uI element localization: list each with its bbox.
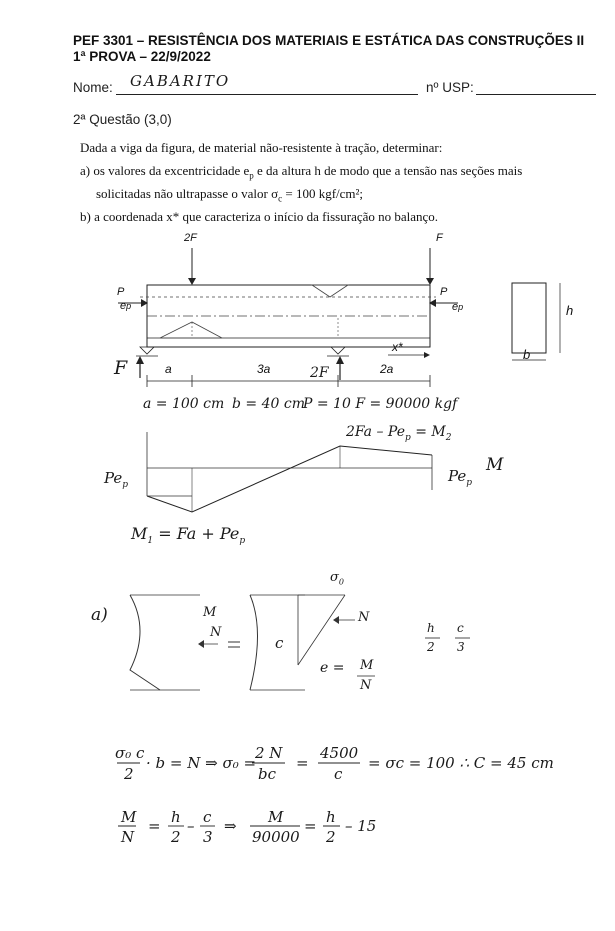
label-2F-support: 2F <box>310 365 329 381</box>
name-value: GABARITO <box>130 72 231 90</box>
c-over-3-num: c <box>457 621 464 635</box>
question-intro: Dada a viga da figura, de material não-resistente à tração, determinar: <box>80 140 443 155</box>
stress-block-diag <box>298 595 345 665</box>
sketch-N-arrow: N <box>358 610 370 625</box>
e-N: N <box>360 678 372 693</box>
eq1-tail: = σc = 100 ∴ C = 45 cm <box>368 754 554 772</box>
sketch-M: M <box>203 605 217 620</box>
h-over-2-den: 2 <box>427 640 435 654</box>
support-left <box>140 347 154 354</box>
c-over-3-den: 3 <box>457 640 465 654</box>
moment-pe-left: $Pe_p$ <box>104 469 129 490</box>
e-M: M <box>360 658 374 673</box>
eq1-num: σ₀ c <box>115 744 145 762</box>
eq2-c-den: 3 <box>203 828 213 846</box>
label-P-right: P <box>440 286 448 298</box>
label-F-top: F <box>436 232 443 244</box>
moment-M1-label: $M_1 = Fa + Pe_p$ <box>131 524 246 547</box>
label-P-left: P <box>117 286 125 298</box>
item-a-text3: solicitadas não ultrapasse o valor σ <box>96 186 279 201</box>
sketch-N: N <box>210 625 222 640</box>
eq2-minus: – <box>187 817 195 835</box>
eq2-d-den: 90000 <box>252 828 300 846</box>
eq2-a-num: M <box>121 808 137 826</box>
moment-M-label: M <box>486 455 504 475</box>
h-over-2-num: h <box>427 621 435 635</box>
exam-title: 1ª PROVA – 22/9/2022 <box>73 49 211 64</box>
name-label: Nome: <box>73 80 113 95</box>
label-x-star: x* <box>392 340 403 354</box>
item-a-text1: a) os valores da excentricidade e <box>80 163 250 178</box>
fissure-triangle-top <box>312 285 348 297</box>
eq2-eq2: = <box>304 817 317 835</box>
sketch-c: c <box>275 634 284 652</box>
part-a-label: a) <box>91 605 108 625</box>
support-right <box>331 347 345 354</box>
item-a-sub2: c <box>278 193 283 204</box>
data-b: b = 40 cm <box>232 396 305 412</box>
question-title: 2ª Questão (3,0) <box>73 112 172 127</box>
label-section-b: b <box>523 347 531 362</box>
label-2F-top: 2F <box>184 232 197 244</box>
eq1-f2-den: c <box>334 765 343 783</box>
eq2-a-den: N <box>121 828 135 846</box>
item-a-text4: = 100 kgf/cm²; <box>282 186 364 201</box>
section-sketch-1 <box>130 595 160 690</box>
eq2-tail: – 15 <box>345 817 377 835</box>
eq2-b-den: 2 <box>171 828 181 846</box>
data-P: P = 10 F = 90000 kgf <box>303 396 458 412</box>
moment-M2-label: $2Fa - Pe_p = M_2$ <box>346 424 452 443</box>
eq1-eq: = <box>296 754 309 772</box>
moment-curve <box>147 446 432 512</box>
usp-label: nº USP: <box>426 80 474 95</box>
stress-sigma0: $\sigma_0$ <box>330 570 344 587</box>
eq1-f1-num: 2 N <box>255 744 283 762</box>
label-section-h: h <box>566 303 574 318</box>
eq1-den: 2 <box>124 765 134 783</box>
label-span-3a: 3a <box>257 362 271 376</box>
e-eq: e = <box>320 660 345 676</box>
eq1-f1-den: bc <box>258 765 277 783</box>
label-e-left: ep <box>120 300 132 312</box>
section-sketch-2 <box>250 595 258 690</box>
label-e-right: ep <box>452 301 464 313</box>
fissure-triangle-left <box>160 322 222 338</box>
eq2-eq: = <box>148 817 161 835</box>
item-a-sub: p <box>249 170 254 181</box>
item-a-text2: e da altura h de modo que a tensão nas seções mais <box>253 163 523 178</box>
data-a: a = 100 cm <box>143 396 225 412</box>
eq2-d-num: M <box>268 808 284 826</box>
eq2-arrow: ⇒ <box>224 817 237 835</box>
item-b: b) a coordenada x* que caracteriza o início da fissuração no balanço. <box>80 209 439 224</box>
course-title: PEF 3301 – RESISTÊNCIA DOS MATERIAIS E ESTÁTICA DAS CONSTRUÇÕES II <box>73 33 585 48</box>
eq1-f2-num: 4500 <box>320 744 359 762</box>
moment-pe-right: $Pe_p$ <box>448 467 473 488</box>
label-F-left: F <box>114 357 128 379</box>
eq2-e-num: h <box>326 808 336 826</box>
eq2-b-num: h <box>171 808 181 826</box>
eq2-e-den: 2 <box>326 828 336 846</box>
cross-section <box>512 283 546 353</box>
label-span-2a: 2a <box>380 362 394 376</box>
label-span-a: a <box>165 362 172 376</box>
eq1-mid: · b = N ⇒ σ₀ = <box>146 754 257 772</box>
eq2-c-num: c <box>203 808 212 826</box>
